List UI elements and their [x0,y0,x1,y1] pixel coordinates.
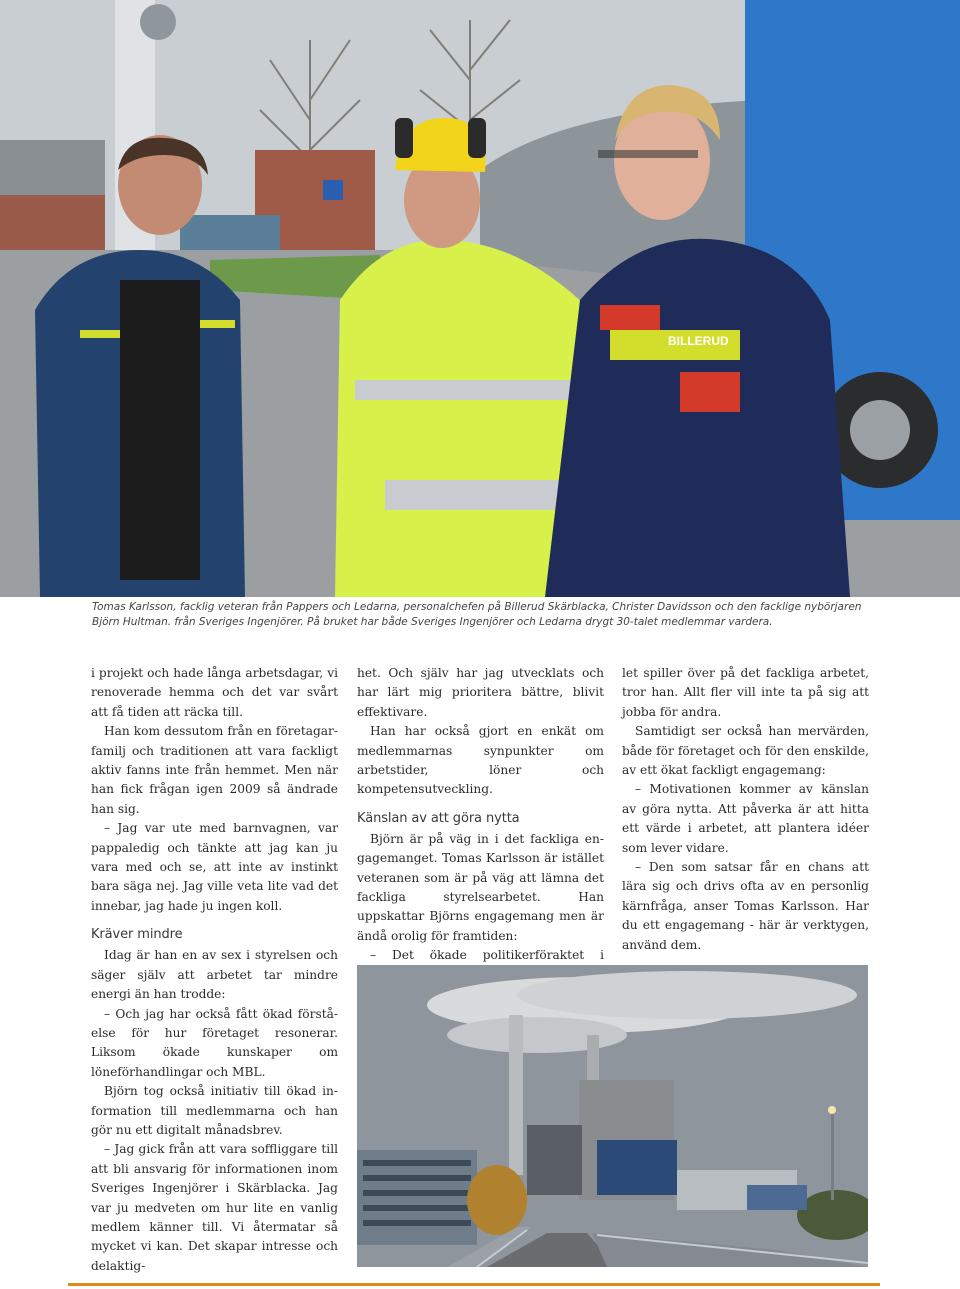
section-heading: Känslan av att göra nytta [357,810,520,826]
footer-accent-rule [68,1283,880,1286]
paragraph: Idag är han en av sex i styrelsen och säger själv att arbetet tar mindre energi än han trodde: [91,948,338,1002]
hero-photo [0,0,960,597]
paragraph: – Och jag har också fått ökad förståelse för hur företaget resonerar. Liksom ökade kunskaper om löneförhandlingar och MBL. [91,1006,338,1079]
paragraph: Han har också gjort en enkät om medlemmarnas synpunkter om arbetstider, löner och kompetensutveckling. [357,724,604,797]
paragraph: Han kom dessutom från en företagarfamilj och traditionen att vara fackligt aktiv fanns inte från hemmet. Men när han fick frågan igen 2009 så ändrade han sig. [91,724,338,816]
article-column-1 [91,664,338,1276]
paragraph: – Jag var ute med barnvagnen, var pappaledig och tänkte att jag kan ju vara med och se, att inte av instinkt bara säga nej. Jag ville veta lite vad det innebar, jag hade ju ingen koll. [91,821,338,913]
paragraph: – Det ökade politikerföraktet i [370,948,604,963]
paragraph: het. Och själv har jag utvecklats och har lärt mig prioritera bättre, blivit effektivare. [357,666,604,719]
paragraph: let spiller över på det fackliga arbetet, tror han. Allt fler vill inte ta på sig att jobba för andra. [622,666,869,719]
paragraph: – Den som satsar får en chans att lära sig och drivs ofta av en personlig kärnfråga, anser Tomas Karlsson. Har du ett engagemang - här är verktygen, använd dem. [622,860,869,952]
article-column-2 [357,664,604,985]
paragraph: i projekt och hade långa arbetsdagar, vi renoverade hemma och det var svårt att få tiden att räcka till. [91,666,338,719]
paragraph: Björn tog också initiativ till ökad information till medlemmarna och han gör nu ett digitalt månadsbrev. [91,1084,338,1137]
mill-photo [357,965,868,1267]
paragraph: – Motivationen kommer av känslan av göra nytta. Att påverka är att hitta ett värde i arbetet, att plantera idéer som lever vidare. [622,782,869,855]
jacket-logo-text: BILLERUD [668,334,729,348]
photo-caption: Tomas Karlsson, facklig veteran från Pappers och Ledarna, personalchefen på Billerud Skärblacka, Christer Davidsson och den facklige nybörjaren Björn Hultman. från Sveriges Ingenjörer. På bruket har både Sveriges Ingenjörer och Ledarna drygt 30-talet medlemmar vardera. [92,601,862,628]
paragraph: Björn är på väg in i det fackliga engagemanget. Tomas Karlsson är istället veteranen som är på väg att lämna det fackliga styrelsearbetet. Han uppskattar Björns engagemang men är ändå orolig för framtiden: [357,831,604,943]
article-column-3 [622,664,869,955]
section-heading: Kräver mindre [91,927,183,943]
paragraph: Samtidigt ser också han mervärden, både för företaget och för den enskilde, av ett ökat fackligt engagemang: [622,724,869,778]
paragraph: – Jag gick från att vara soffliggare till att bli ansvarig för informationen inom Sveriges Ingenjörer i Skärblacka. Jag var ju medveten om hur lite en vanlig medlem känner till. Vi återmatar så mycket vi kan. Det skapar intresse och delaktig- [91,1142,338,1273]
